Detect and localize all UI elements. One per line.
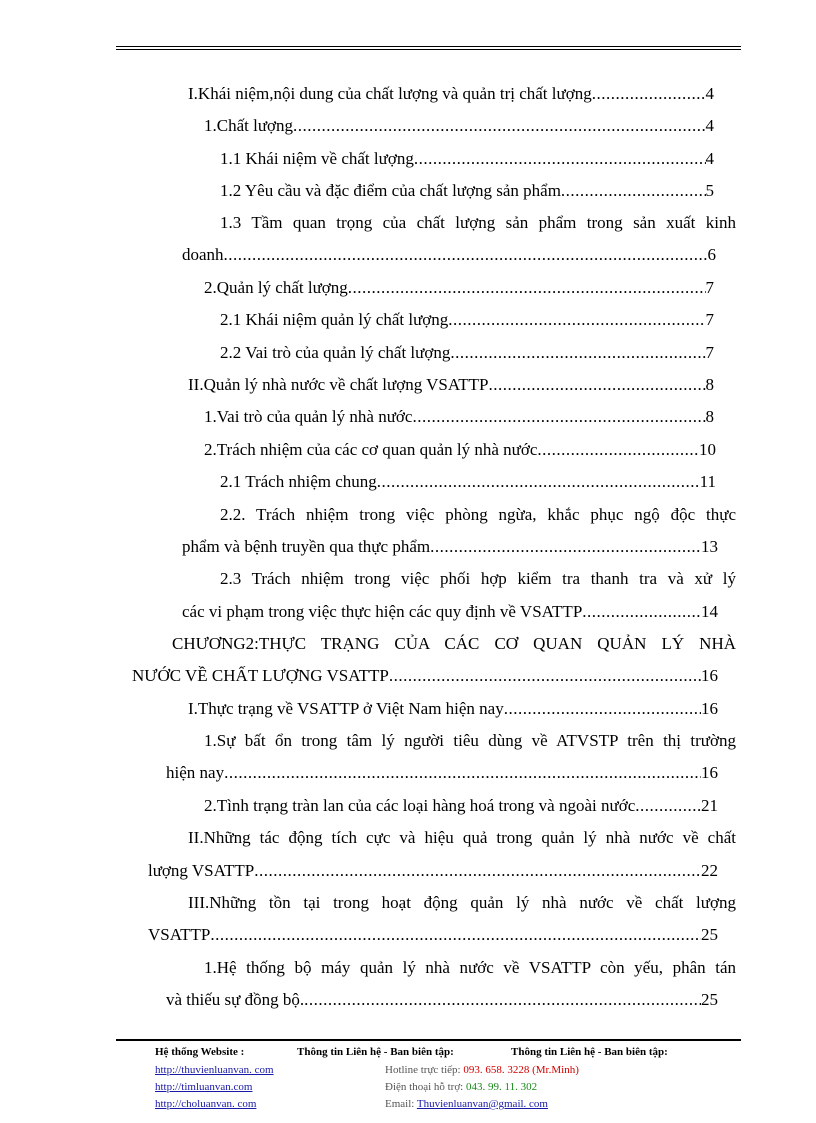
toc-entry: 1.1 Khái niệm về chất lượng ..... 4 (220, 143, 714, 175)
phone-label: Điện thoại hỗ trợ: (385, 1081, 464, 1093)
toc-entry: 2.1 Trách nhiệm chung ..... 11 (220, 466, 716, 498)
toc-entry: hiện nay ..... 16 (166, 757, 718, 789)
toc-entry: lượng VSATTP ..... 22 (148, 855, 718, 887)
toc-entry: 1.3 Tầm quan trọng của chất lượng sản phẩm trong sản xuất kinh (220, 213, 736, 232)
toc-entry: và thiếu sự đồng bộ. ..... 25 (166, 984, 718, 1016)
footer-contact-title-a: Thông tin Liên hệ - Ban biên tập: (297, 1046, 454, 1058)
toc-entry: 2.1 Khái niệm quản lý chất lượng ..... 7 (220, 304, 714, 336)
toc-entry: 1.Chất lượng ..... 4 (204, 110, 714, 142)
toc-entry: 2.2. Trách nhiệm trong việc phòng ngừa, khắc phục ngộ độc thực (220, 505, 736, 524)
toc-entry: 2.Trách nhiệm của các cơ quan quản lý nhà nước ..... 10 (204, 434, 716, 466)
toc-entry: 2.Tình trạng tràn lan của các loại hàng hoá trong và ngoài nước ..... 21 (204, 790, 718, 822)
toc-entry: NƯỚC VỀ CHẤT LƯỢNG VSATTP ..... 16 (132, 660, 718, 692)
toc-entry: các vi phạm trong việc thực hiện các quy định về VSATTP ..... 14 (182, 596, 718, 628)
toc-entry: VSATTP ..... 25 (148, 919, 718, 951)
toc-entry: 2.3 Trách nhiệm trong việc phối hợp kiểm tra thanh tra và xử lý (220, 569, 736, 588)
footer-websites-title: Hệ thống Website : (155, 1046, 245, 1058)
footer-websites (155, 1044, 295, 1113)
toc-entry: 2.Quản lý chất lượng ..... 7 (204, 272, 714, 304)
footer-rule (116, 1039, 741, 1041)
website-link[interactable]: http://choluanvan. com (155, 1098, 257, 1110)
toc-entry: I.Thực trạng về VSATTP ở Việt Nam hiện nay ..... 16 (188, 693, 718, 725)
toc-entry: phẩm và bệnh truyền qua thực phẩm ..... 13 (182, 531, 718, 563)
toc-entry: 1.2 Yêu cầu và đặc điểm của chất lượng sản phẩm ..... 5 (220, 175, 714, 207)
footer-contact-details (385, 1062, 685, 1113)
toc-entry: 2.2 Vai trò của quản lý chất lượng ..... 7 (220, 337, 714, 369)
hotline-number: 093. 658. 3228 (Mr.Minh) (463, 1064, 579, 1076)
toc-entry: II.Những tác động tích cực và hiệu quả trong quản lý nhà nước về chất (188, 828, 736, 847)
toc-entry: II.Quản lý nhà nước về chất lượng VSATTP ..... 8 (188, 369, 714, 401)
toc-entry: 1.Vai trò của quản lý nhà nước ..... 8 (204, 401, 714, 433)
toc-entry: 1.Hệ thống bộ máy quản lý nhà nước về VSATTP còn yếu, phân tán (204, 958, 736, 977)
toc-entry: 1.Sự bất ổn trong tâm lý người tiêu dùng về ATVSTP trên thị trường (204, 731, 736, 750)
email-label: Email: (385, 1098, 415, 1110)
email-link[interactable]: Thuvienluanvan@gmail. com (416, 1098, 548, 1110)
toc-entry: I.Khái niệm,nội dung của chất lượng và quản trị chất lượng ..... 4 (188, 78, 714, 110)
website-link[interactable]: http://timluanvan.com (155, 1081, 253, 1093)
footer-contact-title-b: Thông tin Liên hệ - Ban biên tập: (511, 1046, 668, 1058)
page-footer (0, 1044, 816, 1119)
phone-number: 043. 99. 11. 302 (465, 1081, 538, 1093)
chapter-heading: CHƯƠNG2:THỰC TRẠNG CỦA CÁC CƠ QUAN QUẢN LÝ NHÀ (172, 634, 736, 653)
toc-entry: III.Những tồn tại trong hoạt động quản lý nhà nước về chất lượng (188, 893, 736, 912)
toc-entry: doanh ..... 6 (182, 239, 716, 271)
website-link[interactable]: http://thuvienluanvan. com (155, 1064, 274, 1076)
header-rule-thick (116, 49, 741, 50)
header-rule-thin (116, 46, 741, 47)
hotline-label: Hotline trực tiếp: (385, 1064, 461, 1076)
